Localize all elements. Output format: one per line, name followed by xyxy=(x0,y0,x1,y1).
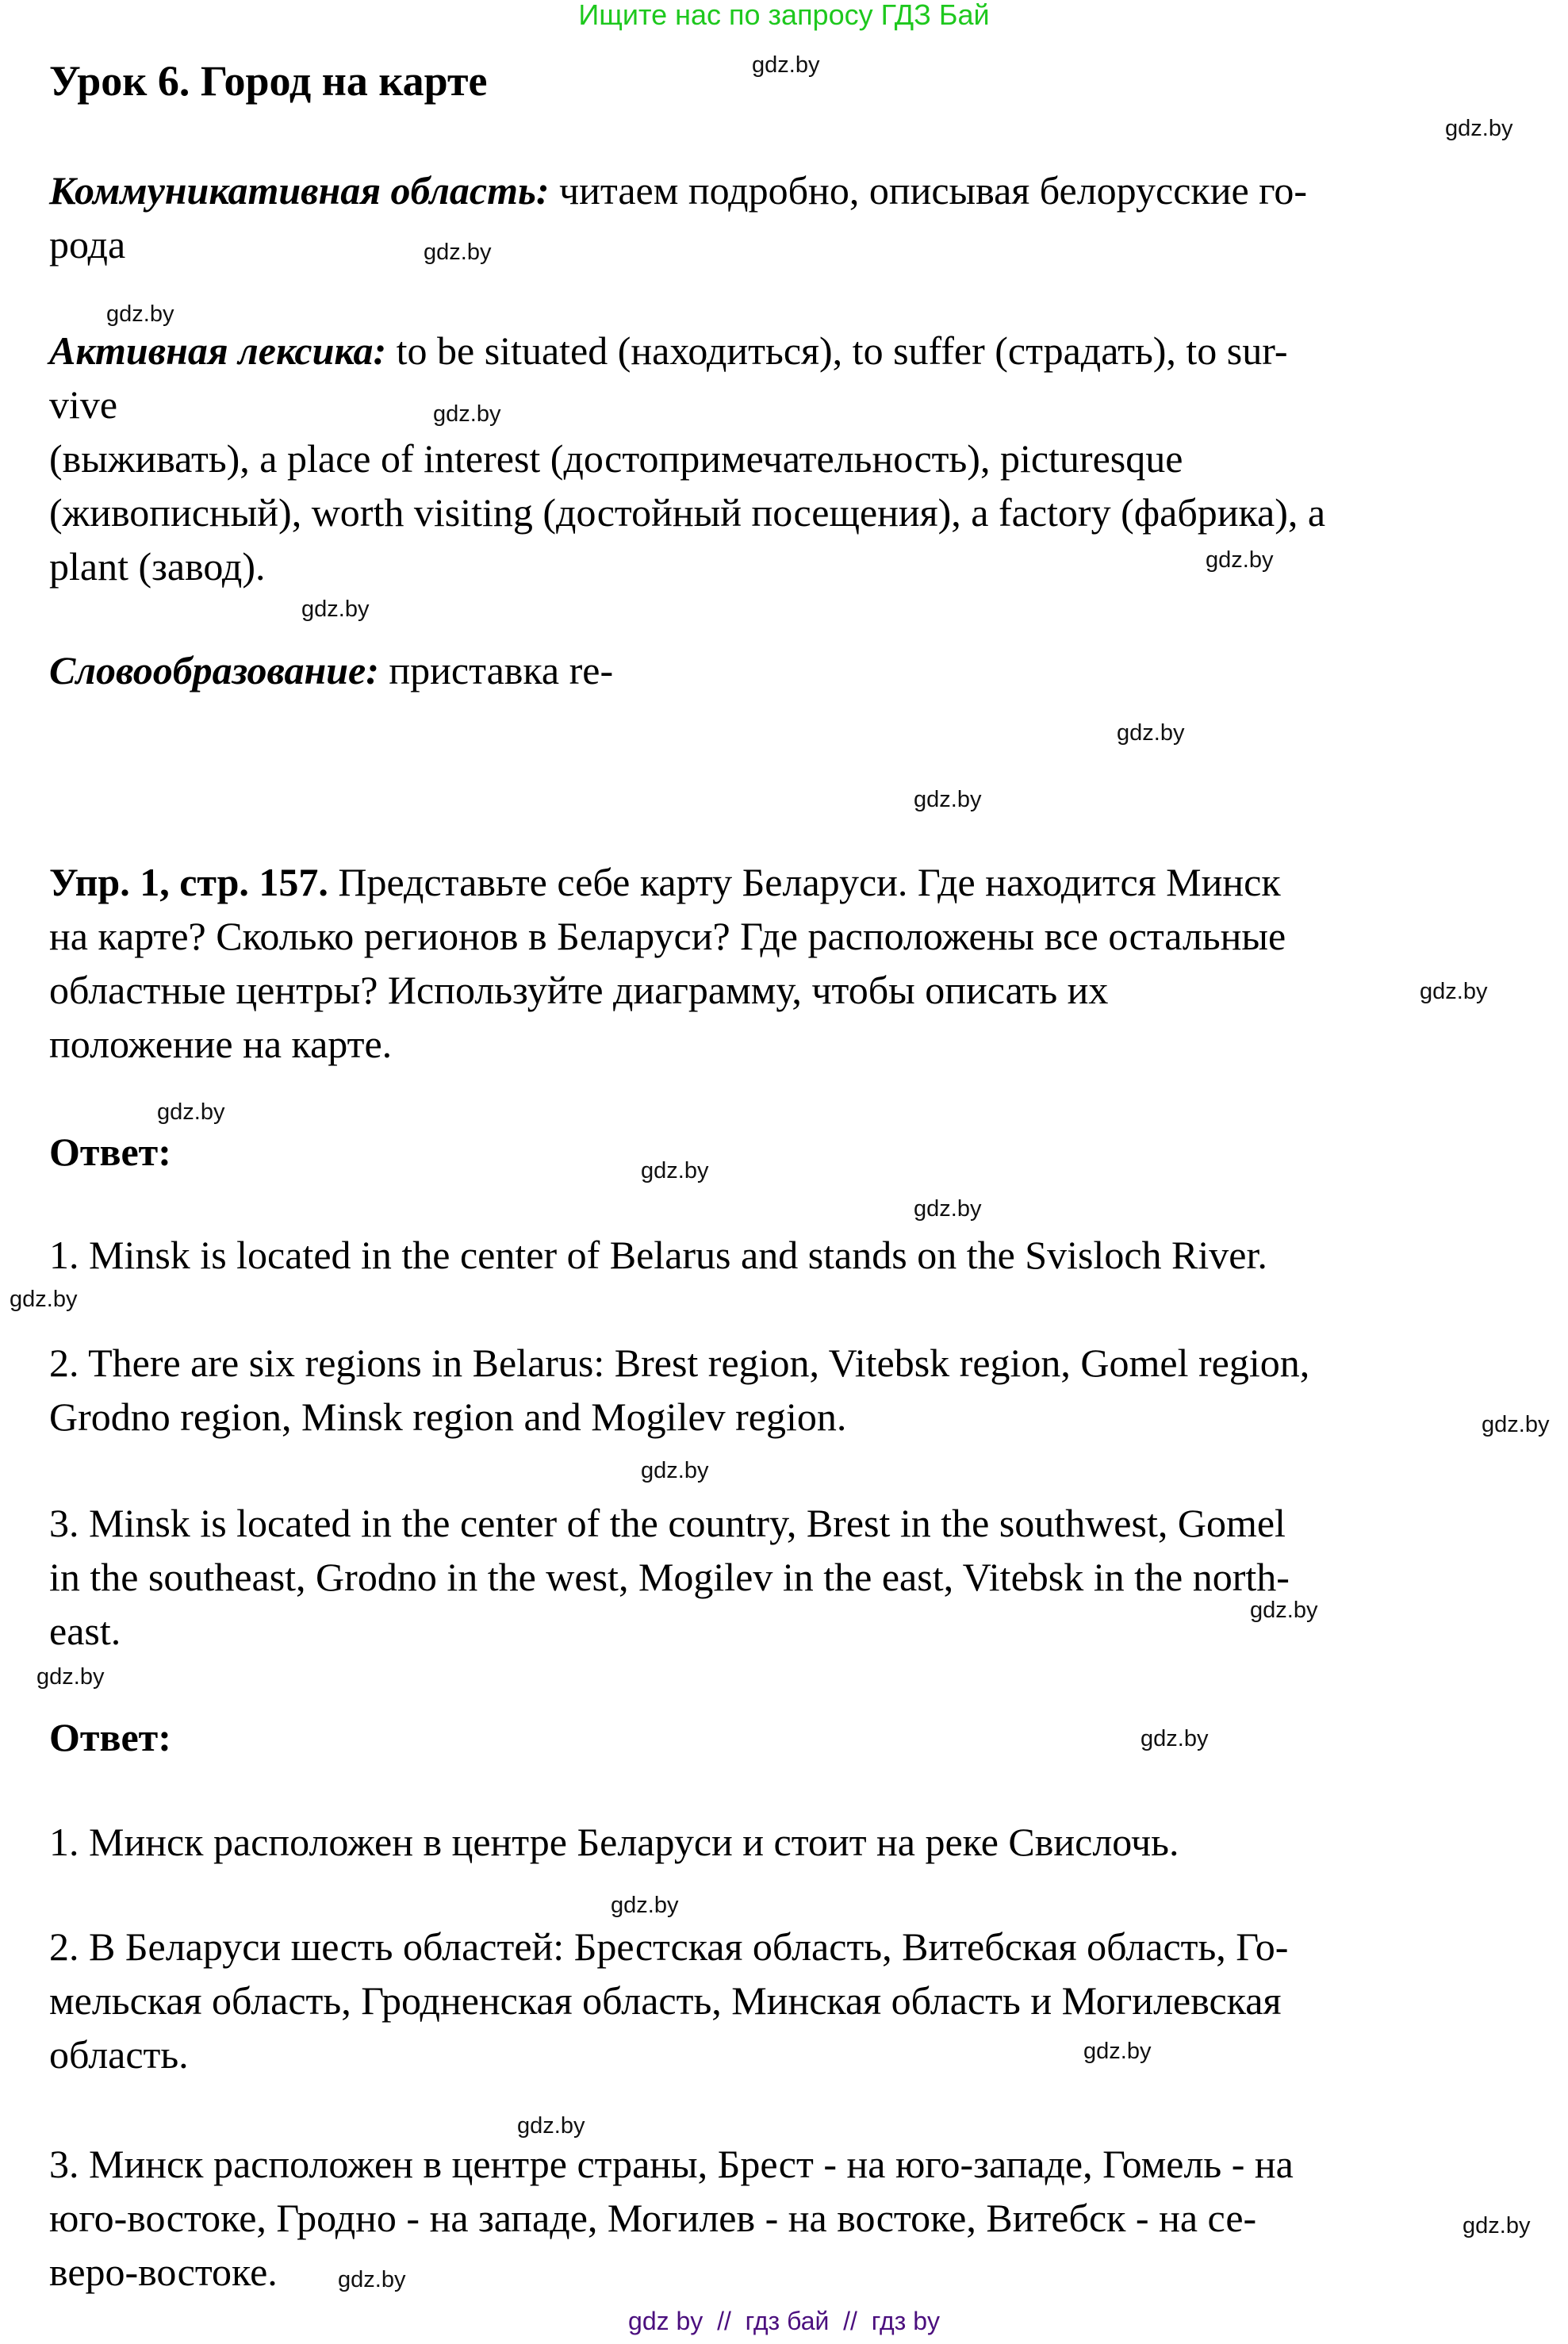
watermark: gdz.by xyxy=(424,240,492,265)
watermark: gdz.by xyxy=(36,1664,105,1690)
watermark: gdz.by xyxy=(157,1099,225,1125)
top-banner[interactable]: Ищите нас по запросу ГДЗ Бай xyxy=(578,0,990,31)
watermark: gdz.by xyxy=(301,597,370,622)
communicative-text: читаем подробно, описывая белорусские го- xyxy=(549,168,1308,213)
answer-en-item-3-line-1: 3. Minsk is located in the center of the country, Brest in the southwest, Gomel xyxy=(49,1501,1286,1545)
answer-ru-item-3-line-3: веро-востоке. xyxy=(49,2250,278,2294)
watermark: gdz.by xyxy=(641,1158,709,1184)
vocabulary-line-5: plant (завод). xyxy=(49,544,266,589)
watermark: gdz.by xyxy=(433,401,501,427)
vocabulary-text: to be situated (находиться), to suffer (страдать), to sur- xyxy=(386,328,1288,373)
answer-ru-item-1: 1. Минск расположен в центре Беларуси и стоит на реке Свислочь. xyxy=(49,1820,1179,1864)
communicative-label: Коммуникативная область: xyxy=(49,168,550,213)
watermark: gdz.by xyxy=(1250,1598,1318,1623)
exercise-text: Представьте себе карту Беларуси. Где находится Минск xyxy=(328,860,1281,904)
watermark: gdz.by xyxy=(1141,1726,1209,1751)
answer-ru-item-3-line-1: 3. Минск расположен в центре страны, Брест - на юго-западе, Гомель - на xyxy=(49,2142,1294,2186)
vocabulary-line-3: (выживать), a place of interest (достопримечательность), picturesque xyxy=(49,436,1183,481)
exercise-line-1 xyxy=(49,858,1281,906)
watermark: gdz.by xyxy=(517,2113,585,2139)
bottom-banner[interactable]: gdz by // гдз бай // гдз by xyxy=(628,2307,940,2335)
answer-en-item-2-line-2: Grodno region, Minsk region and Mogilev region. xyxy=(49,1395,847,1439)
watermark: gdz.by xyxy=(1083,2039,1152,2064)
answer-en-item-3-line-2: in the southeast, Grodno in the west, Mogilev in the east, Vitebsk in the north- xyxy=(49,1555,1290,1599)
watermark: gdz.by xyxy=(338,2267,406,2292)
exercise-line-4: положение на карте. xyxy=(49,1022,393,1066)
answer-ru-item-2-line-2: мельская область, Гродненская область, Минская область и Могилевская xyxy=(49,1978,1282,2023)
communicative-line-1 xyxy=(49,167,1307,214)
exercise-line-2: на карте? Сколько регионов в Беларуси? Где расположены все остальные xyxy=(49,914,1286,958)
watermark: gdz.by xyxy=(914,787,982,812)
answer-en-heading: Ответ: xyxy=(49,1130,171,1174)
watermark: gdz.by xyxy=(1482,1412,1550,1437)
watermark: gdz.by xyxy=(914,1196,982,1222)
answer-en-item-1: 1. Minsk is located in the center of Belarus and stands on the Svisloch River. xyxy=(49,1233,1267,1277)
watermark: gdz.by xyxy=(1445,116,1513,141)
watermark: gdz.by xyxy=(1117,720,1185,746)
vocabulary-line-1 xyxy=(49,327,1288,374)
watermark: gdz.by xyxy=(1206,547,1274,573)
exercise-line-3: областные центры? Используйте диаграмму, чтобы описать их xyxy=(49,968,1109,1012)
lesson-title: Урок 6. Город на карте xyxy=(49,57,488,105)
vocabulary-line-2: vive xyxy=(49,382,118,427)
answer-en-item-3-line-3: east. xyxy=(49,1609,121,1653)
watermark: gdz.by xyxy=(641,1458,709,1483)
vocabulary-line-4: (живописный), worth visiting (достойный посещения), a factory (фабрика), a xyxy=(49,490,1326,535)
word-formation-text: приставка re- xyxy=(378,648,614,692)
answer-en-item-2-line-1: 2. There are six regions in Belarus: Brest region, Vitebsk region, Gomel region, xyxy=(49,1341,1310,1385)
watermark: gdz.by xyxy=(1420,979,1488,1004)
watermark: gdz.by xyxy=(752,52,820,78)
watermark: gdz.by xyxy=(106,301,174,327)
answer-ru-item-3-line-2: юго-востоке, Гродно - на западе, Могилев - на востоке, Витебск - на се- xyxy=(49,2196,1257,2240)
answer-ru-item-2-line-3: область. xyxy=(49,2032,189,2077)
exercise-ref: Упр. 1, стр. 157. xyxy=(49,860,328,904)
watermark: gdz.by xyxy=(1463,2213,1531,2239)
communicative-line-2: рода xyxy=(49,222,126,267)
answer-ru-item-2-line-1: 2. В Беларуси шесть областей: Брестская область, Витебская область, Го- xyxy=(49,1924,1289,1969)
watermark: gdz.by xyxy=(611,1893,679,1918)
word-formation-line xyxy=(49,646,613,694)
word-formation-label: Словообразование: xyxy=(49,648,379,692)
vocabulary-label: Активная лексика: xyxy=(49,328,387,373)
watermark: gdz.by xyxy=(10,1287,78,1312)
answer-ru-heading: Ответ: xyxy=(49,1715,171,1759)
